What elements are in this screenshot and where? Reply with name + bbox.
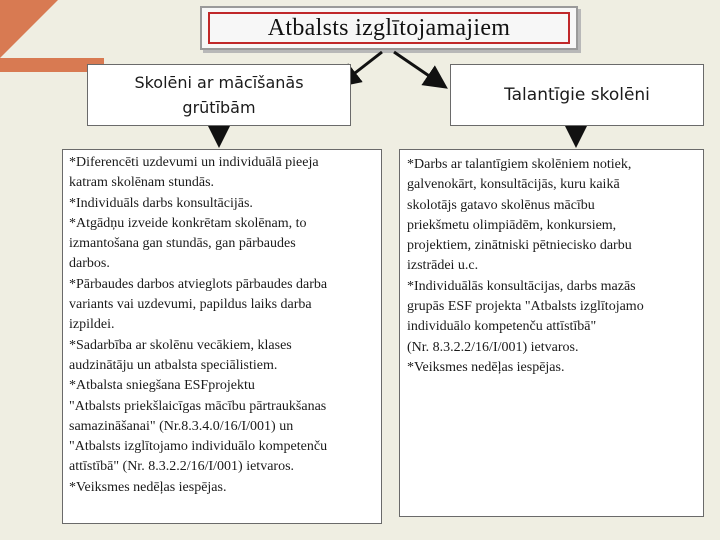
content-line: izmantošana gan stundās, gan pārbaudes [69, 236, 296, 252]
arrow-title-to-left-header [346, 52, 382, 80]
content-line: "Atbalsts izglītojamo individuālo kompetenču [69, 439, 328, 455]
content-line: katram skolēnam stundās. [69, 175, 215, 191]
content-talented-students [399, 149, 704, 517]
content-line: izpildei. [69, 317, 115, 333]
content-line: *Veiksmes nedēļas iespējas. [407, 359, 565, 375]
content-line: *Sadarbība ar skolēnu vecākiem, klases [69, 337, 292, 353]
content-line: *Atgādņu izveide konkrētam skolēnam, to [69, 215, 307, 231]
header-learning-difficulties [87, 64, 351, 126]
content-line: "Atbalsts priekšlaicīgas mācību pārtraukšanas [69, 398, 327, 414]
content-line: izstrādei u.c. [407, 258, 479, 274]
content-line: projektiem, zinātniski pētniecisko darbu [407, 238, 632, 254]
arrow-title-to-right-header [394, 52, 438, 82]
header-line: Skolēni ar mācīšanās [134, 73, 304, 92]
content-line: *Atbalsta sniegšana ESFprojektu [69, 378, 255, 394]
content-line: (Nr. 8.3.2.2/16/I/001) ietvaros. [407, 339, 579, 355]
content-line: grupās ESF projekta "Atbalsts izglītojamo [407, 299, 644, 315]
header-line: Talantīgie skolēni [504, 85, 650, 105]
content-line: *Individuālās konsultācijas, darbs mazās [407, 278, 636, 294]
content-line: *Veiksmes nedēļas iespējas. [69, 479, 227, 495]
content-line: variants vai uzdevumi, papildus laiks darba [69, 297, 312, 313]
content-line: darbos. [69, 256, 110, 272]
content-line: galvenokārt, konsultācijās, kuru kaikā [407, 177, 620, 193]
content-line: *Pārbaudes darbos atvieglots pārbaudes darba [69, 276, 328, 292]
content-line: skolotājs gatavo skolēnus mācību [407, 197, 595, 213]
content-line: *Darbs ar talantīgiem skolēniem notiek, [407, 157, 632, 172]
content-line: individuālo kompetenču attīstībā" [407, 319, 597, 335]
header-talented-students [450, 64, 704, 126]
content-line: attīstībā" (Nr. 8.3.2.2/16/I/001) ietvaros. [69, 459, 295, 475]
content-line: *Diferencēti uzdevumi un individuālā pieeja [69, 155, 319, 170]
content-learning-difficulties [62, 149, 382, 524]
content-line: *Individuāls darbs konsultācijās. [69, 195, 253, 211]
content-line: priekšmetu olimpiādēm, konkursiem, [407, 217, 617, 233]
page-title: Atbalsts izglītojamajiem [208, 12, 570, 44]
header-line: grūtībām [182, 98, 256, 117]
content-line: samazināšanai" (Nr.8.3.4.0/16/I/001) un [69, 418, 294, 434]
content-line: audzinātāju un atbalsta speciālistiem. [69, 357, 278, 373]
